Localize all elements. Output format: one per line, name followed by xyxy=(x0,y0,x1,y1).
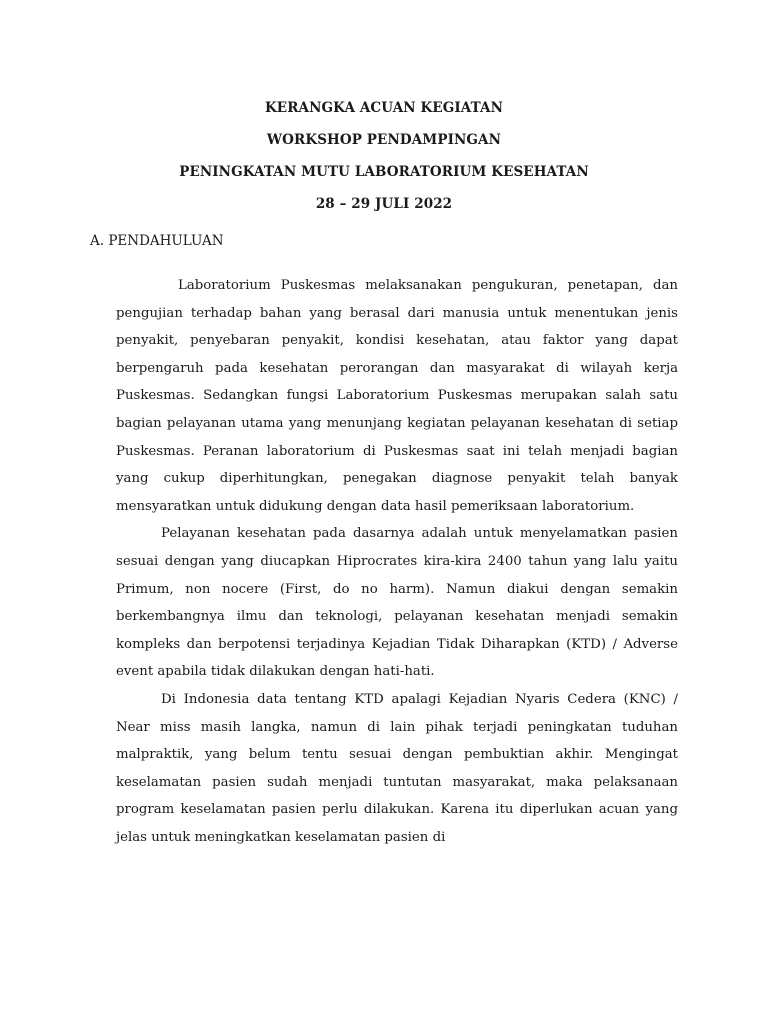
section-heading: A. PENDAHULUAN xyxy=(90,233,224,249)
document-subtitle-topic: PENINGKATAN MUTU LABORATORIUM KESEHATAN xyxy=(179,164,589,180)
document-title-block xyxy=(0,92,768,220)
paragraph-3: Di Indonesia data tentang KTD apalagi Kejadian Nyaris Cedera (KNC) / Near miss masih langka, namun di lain pihak terjadi peningkatan tuduhan malpraktik, yang belum tentu sesuai dengan pembuktian akhir. Mengingat keselamatan pasien sudah menjadi tuntutan masyarakat, maka pelaksanaan program keselamatan pasien perlu dilakukan. Karena itu diperlukan acuan yang jelas untuk meningkatkan keselamatan pasien di xyxy=(116,691,678,845)
paragraph-2: Pelayanan kesehatan pada dasarnya adalah untuk menyelamatkan pasien sesuai dengan yang diucapkan Hiprocrates kira-kira 2400 tahun yang lalu yaitu Primum, non nocere (First, do no harm). Namun diakui dengan semakin berkembangnya ilmu dan teknologi, pelayanan kesehatan menjadi semakin kompleks dan berpotensi terjadinya Kejadian Tidak Diharapkan (KTD) / Adverse event apabila tidak dilakukan dengan hati-hati. xyxy=(116,526,678,680)
paragraph-1: Laboratorium Puskesmas melaksanakan pengukuran, penetapan, dan pengujian terhadap bahan yang berasal dari manusia untuk menentukan jenis penyakit, penyebaran penyakit, kondisi kesehatan, atau faktor yang dapat berpengaruh pada kesehatan perorangan dan masyarakat di wilayah kerja Puskesmas. Sedangkan fungsi Laboratorium Puskesmas merupakan salah satu bagian pelayanan utama yang menunjang kegiatan pelayanan kesehatan di setiap Puskesmas. Peranan laboratorium di Puskesmas saat ini telah menjadi bagian yang cukup diperhitungkan, penegakan diagnose penyakit telah banyak mensyaratkan untuk didukung dengan data hasil pemeriksaan laboratorium. xyxy=(116,278,678,514)
document-title: KERANGKA ACUAN KEGIATAN xyxy=(264,100,504,116)
document-subtitle-workshop: WORKSHOP PENDAMPINGAN xyxy=(266,132,502,148)
body-text xyxy=(116,272,678,851)
document-date: 28 – 29 JULI 2022 xyxy=(315,196,453,212)
